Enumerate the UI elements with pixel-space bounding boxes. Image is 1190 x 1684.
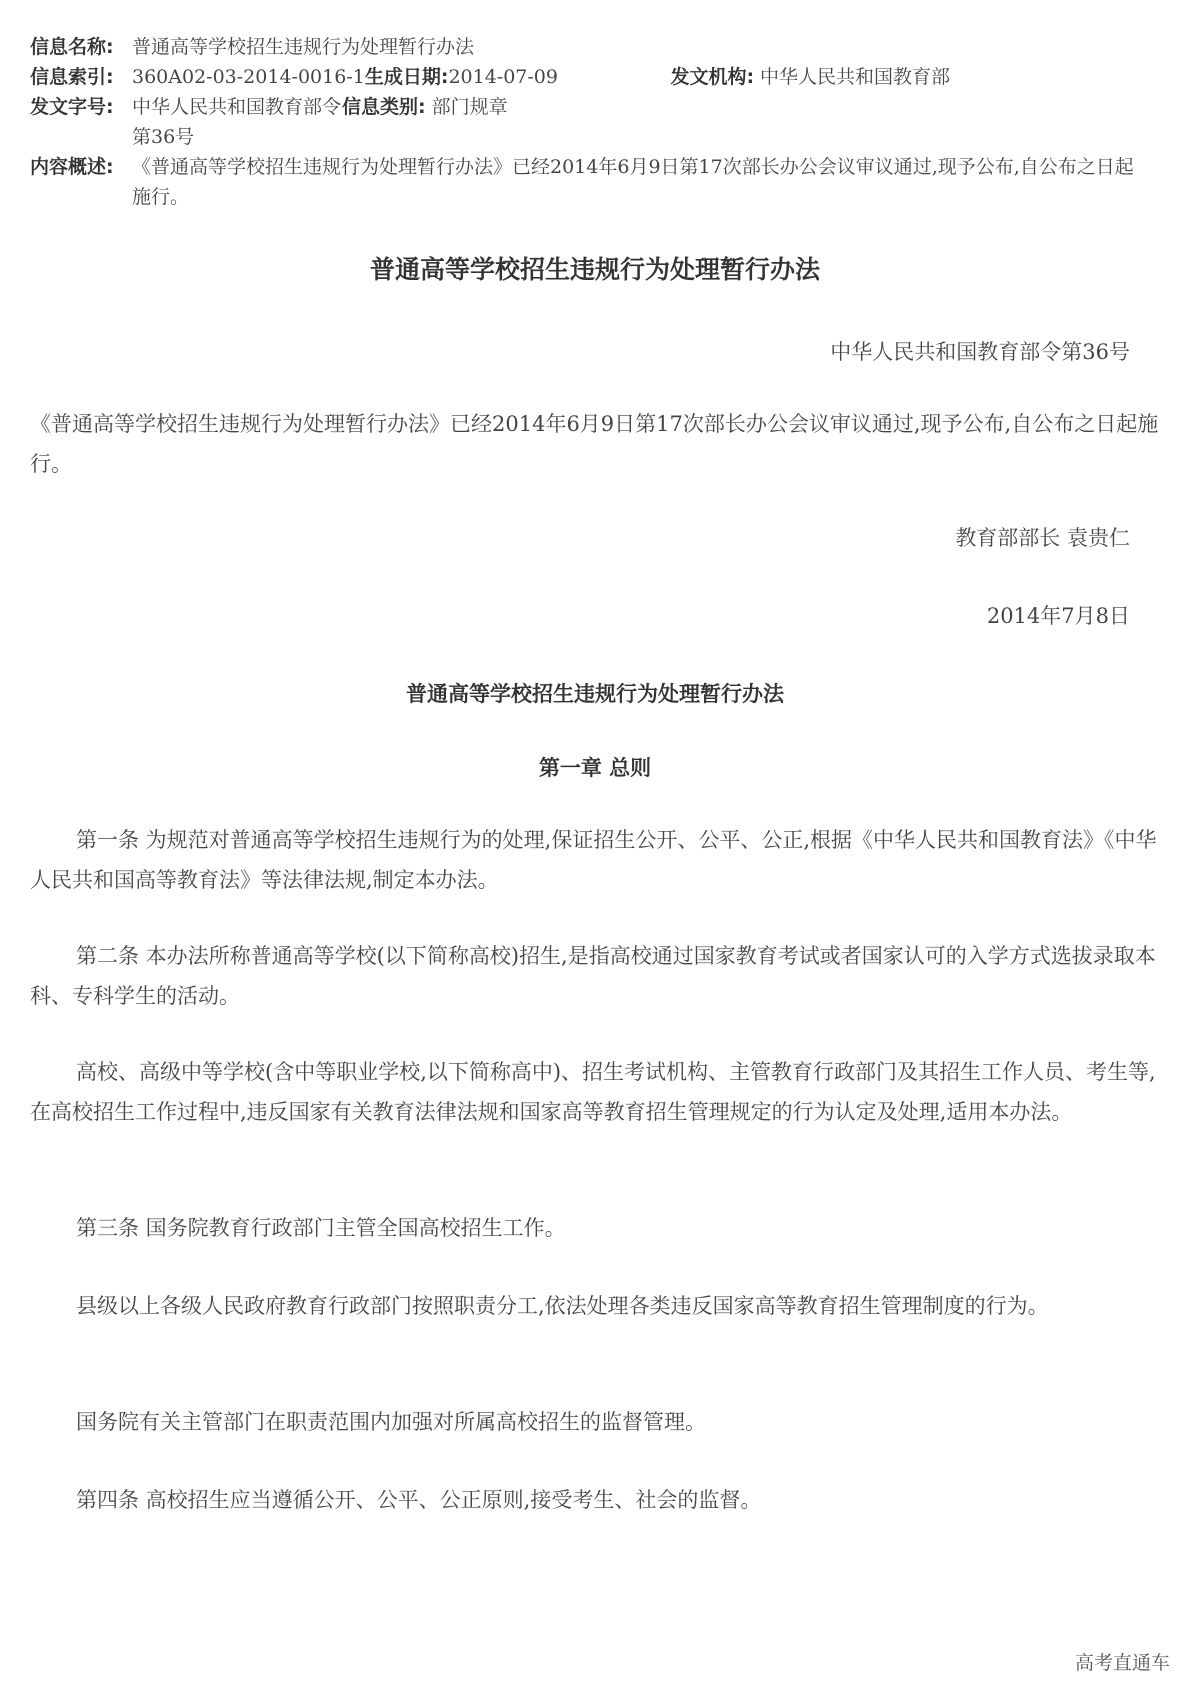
issuer-label: 发文机构: — [670, 66, 755, 88]
meta-row-index — [30, 62, 1160, 92]
meta-row-summary — [30, 152, 1160, 212]
info-name-label: 信息名称: — [30, 36, 114, 58]
article-3: 第三条 国务院教育行政部门主管全国高校招生工作。 — [76, 1216, 566, 1240]
date-label: 生成日期: — [364, 66, 449, 88]
issuer-value: 中华人民共和国教育部 — [760, 66, 951, 88]
date-value: 2014-07-09 — [448, 66, 558, 88]
category-value: 部门规章 — [431, 96, 508, 118]
docno-value: 中华人民共和国教育部令第36号 — [132, 96, 342, 148]
docno-label: 发文字号: — [30, 96, 114, 118]
article-1: 第一条 为规范对普通高等学校招生违规行为的处理,保证招生公开、公平、公正,根据《中华人民共和国教育法》《中华人民共和国高等教育法》等法律法规,制定本办法。 — [30, 828, 1157, 892]
document-metadata — [30, 32, 1160, 212]
info-name-value: 普通高等学校招生违规行为处理暂行办法 — [132, 36, 475, 58]
chapter-heading: 第一章 总则 — [538, 756, 652, 780]
watermark: 高考直通车 — [1074, 1652, 1170, 1674]
preamble-paragraph: 《普通高等学校招生违规行为处理暂行办法》已经2014年6月9日第17次部长办公会议审议通过,现予公布,自公布之日起施行。 — [30, 412, 1159, 476]
article-3-clause-2: 国务院有关主管部门在职责范围内加强对所属高校招生的监督管理。 — [76, 1410, 706, 1434]
info-index-value: 360A02-03-2014-0016-1 — [132, 66, 365, 88]
signer: 教育部部长 袁贵仁 — [955, 526, 1130, 550]
meta-row-name — [30, 32, 1160, 62]
article-2-clause: 高校、高级中等学校(含中等职业学校,以下简称高中)、招生考试机构、主管教育行政部门及其招生工作人员、考生等,在高校招生工作过程中,违反国家有关教育法律法规和国家高等教育招生管理规定的行为认定及处理,适用本办法。 — [30, 1060, 1156, 1124]
info-index-label: 信息索引: — [30, 66, 114, 88]
sign-date: 2014年7月8日 — [986, 604, 1130, 628]
category-label: 信息类别: — [342, 96, 426, 118]
order-number: 中华人民共和国教育部令第36号 — [830, 340, 1130, 364]
summary-value: 《普通高等学校招生违规行为处理暂行办法》已经2014年6月9日第17次部长办公会议审议通过,现予公布,自公布之日起施行。 — [132, 156, 1134, 208]
article-3-clause-1: 县级以上各级人民政府教育行政部门按照职责分工,依法处理各类违反国家高等教育招生管理制度的行为。 — [76, 1294, 1049, 1318]
article-2: 第二条 本办法所称普通高等学校(以下简称高校)招生,是指高校通过国家教育考试或者国家认可的入学方式选拔录取本科、专科学生的活动。 — [30, 944, 1156, 1008]
summary-label: 内容概述: — [30, 156, 114, 178]
meta-row-docno — [30, 92, 1160, 152]
article-4: 第四条 高校招生应当遵循公开、公平、公正原则,接受考生、社会的监督。 — [76, 1488, 762, 1512]
document-title: 普通高等学校招生违规行为处理暂行办法 — [369, 255, 820, 284]
regulation-title: 普通高等学校招生违规行为处理暂行办法 — [406, 682, 784, 706]
